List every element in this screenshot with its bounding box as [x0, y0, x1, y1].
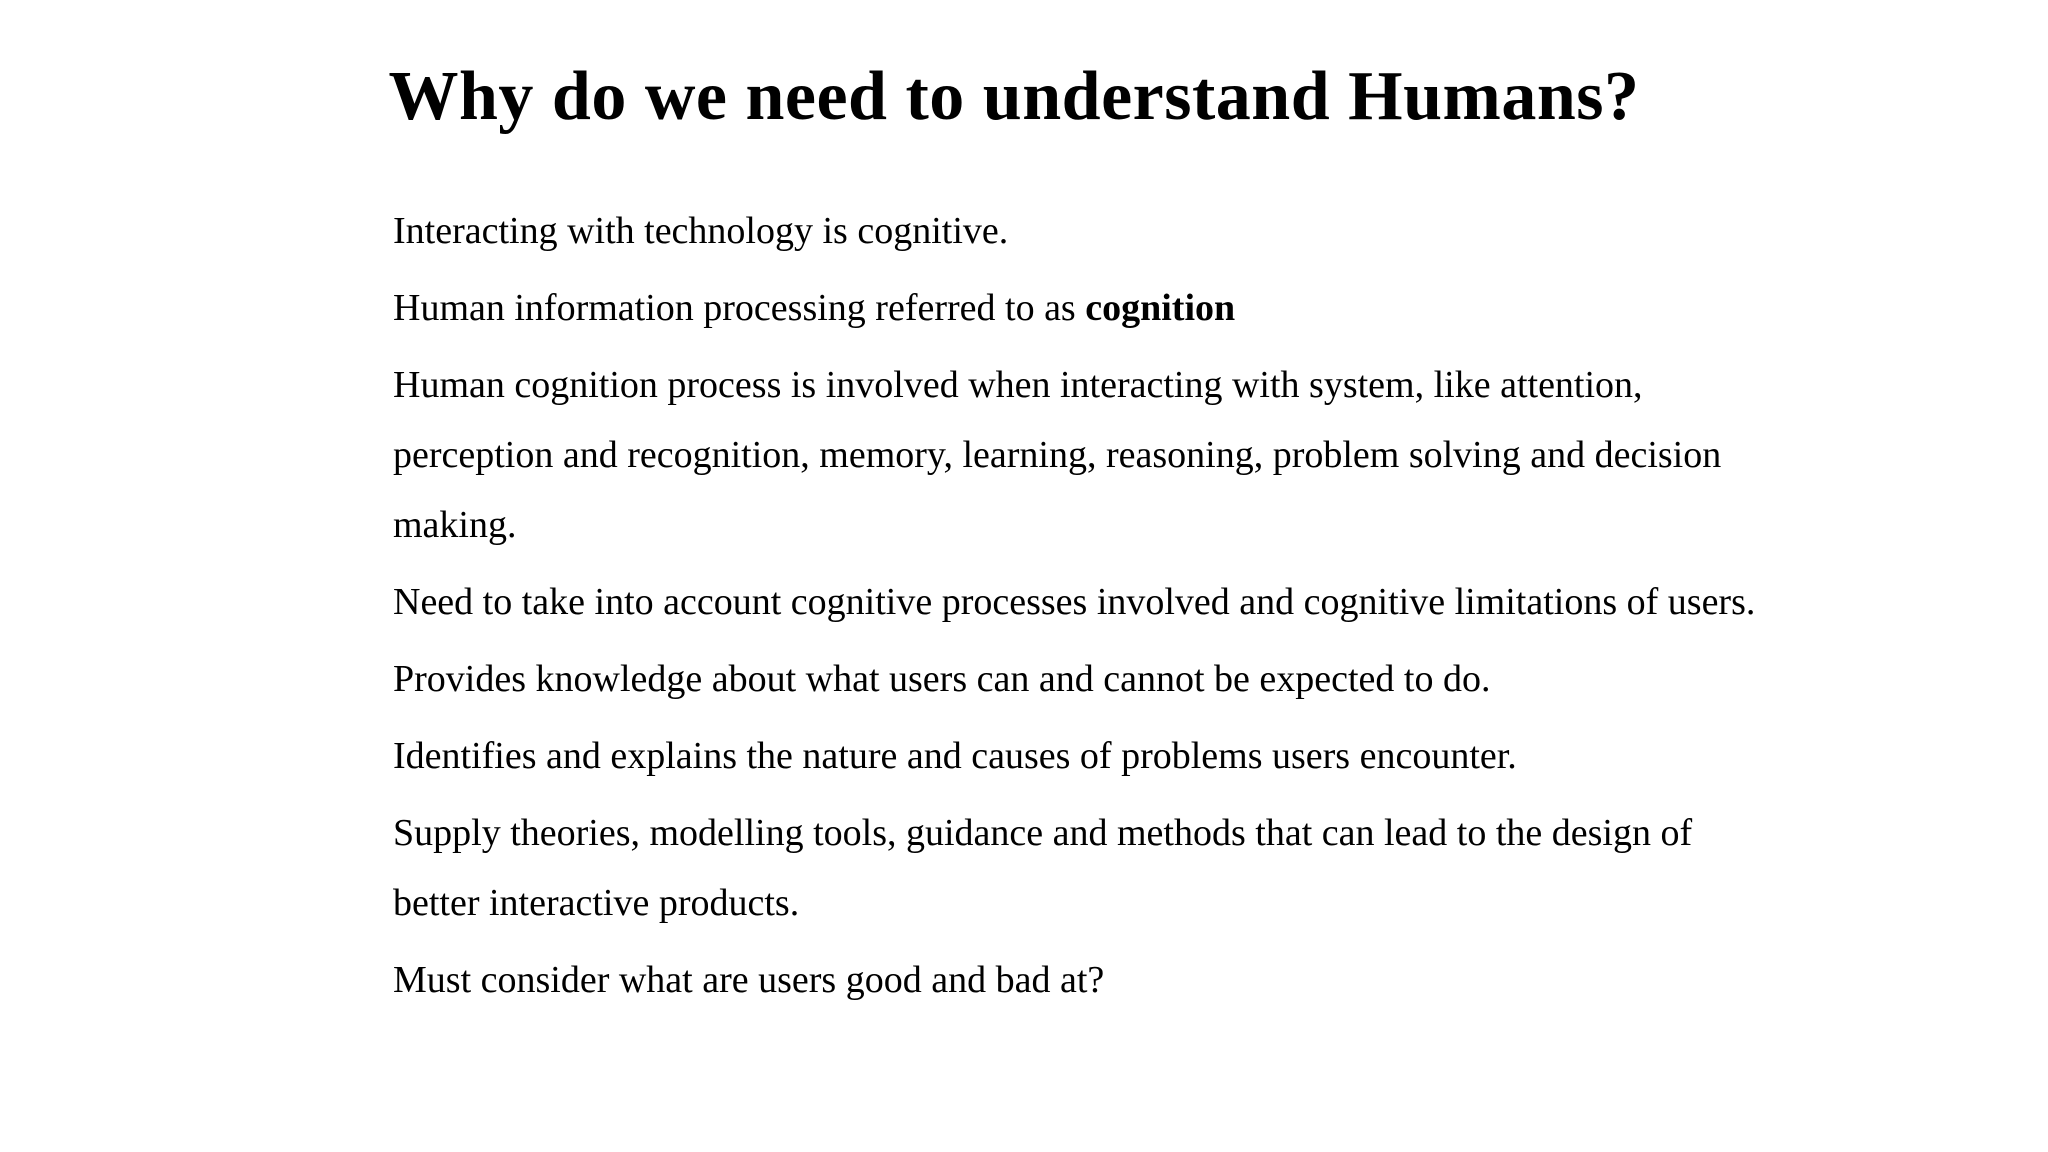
list-item-text: Human information processing referred to as	[393, 287, 1086, 329]
body-text-list	[393, 196, 1783, 1022]
list-item: Supply theories, modelling tools, guidance and methods that can lead to the design of better interactive products.	[393, 812, 1693, 924]
list-item: Identifies and explains the nature and causes of problems users encounter.	[393, 735, 1517, 777]
list-item: Need to take into account cognitive processes involved and cognitive limitations of users.	[393, 581, 1756, 623]
list-item: Human cognition process is involved when interacting with system, like attention, perception and recognition, memory, learning, reasoning, problem solving and decision making.	[393, 364, 1722, 546]
list-item: Provides knowledge about what users can and cannot be expected to do.	[393, 658, 1491, 700]
emphasis-term: cognition	[1085, 287, 1236, 329]
list-item	[393, 273, 1783, 343]
list-item: Interacting with technology is cognitive.	[393, 210, 1009, 252]
slide-title: Why do we need to understand Humans?	[388, 58, 1640, 135]
list-item: Must consider what are users good and bad at?	[393, 959, 1105, 1001]
